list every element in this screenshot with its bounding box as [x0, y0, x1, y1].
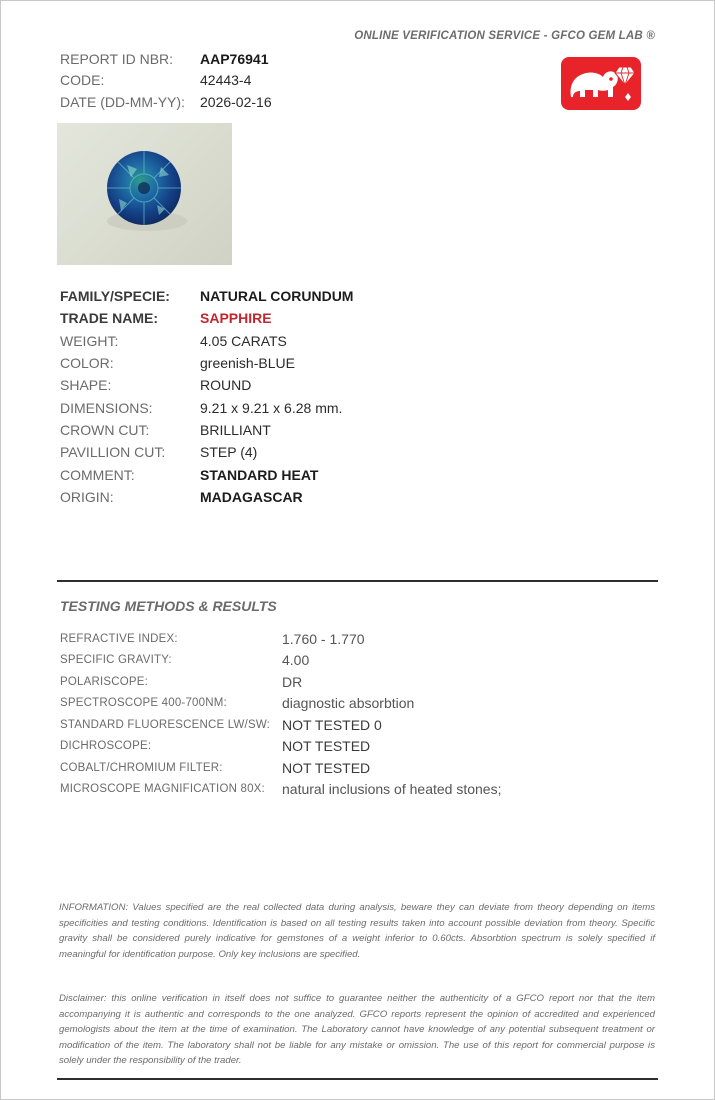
- detail-row-weight: [60, 330, 353, 352]
- dimensions-label: DIMENSIONS:: [60, 399, 153, 416]
- crown-cut-value: BRILLIANT: [200, 421, 271, 438]
- cobalt-chromium-filter-label: COBALT/CHROMIUM FILTER:: [60, 761, 223, 774]
- report-header: [60, 48, 272, 113]
- date-value: 2026-02-16: [200, 93, 272, 110]
- pavillion-cut-value: STEP (4): [200, 444, 258, 461]
- color-value: greenish-BLUE: [200, 355, 295, 372]
- specific-gravity-label: SPECIFIC GRAVITY:: [60, 654, 172, 667]
- gfco-logo-icon: [561, 57, 641, 110]
- detail-row-color: [60, 352, 353, 374]
- origin-value: MADAGASCAR: [200, 488, 303, 505]
- shape-label: SHAPE:: [60, 377, 112, 394]
- test-row: [60, 693, 501, 715]
- cobalt-chromium-filter-value: NOT TESTED: [282, 759, 371, 776]
- test-row: [60, 757, 501, 779]
- detail-row-dimensions: [60, 396, 353, 418]
- dichroscope-label: DICHROSCOPE:: [60, 740, 152, 753]
- test-row: [60, 671, 501, 693]
- trade-name-label: TRADE NAME:: [60, 310, 158, 327]
- section-divider-bottom: [57, 1078, 658, 1080]
- disclaimer-paragraph: Disclaimer: this online verification in itself does not suffice to guarantee neither the authenticity of a GFCO report nor that the item accompanying it is authentic and corresponds to the one analyzed. GFCO reports represent the opinion of accredited and experienced gemologists about the item at the time of examination. The Laboratory cannot have knowledge of any potential subsequent treatment or modification of the item. The laboratory shall not be liable for any mistake or omission. The use of this report for commercial purpose is solely under the responsibility of the trader.: [59, 993, 655, 1067]
- polariscope-label: POLARISCOPE:: [60, 675, 149, 688]
- refractive-index-label: REFRACTIVE INDEX:: [60, 632, 178, 645]
- report-id-label: REPORT ID NBR:: [60, 50, 174, 67]
- report-id-value: AAP76941: [200, 50, 269, 67]
- family-label: FAMILY/SPECIE:: [60, 288, 170, 305]
- testing-results: [60, 628, 501, 800]
- detail-row-crown-cut: [60, 419, 353, 441]
- section-divider-top: [57, 580, 658, 582]
- date-row: [60, 91, 272, 113]
- detail-row-pavillion-cut: [60, 441, 353, 463]
- color-label: COLOR:: [60, 355, 114, 372]
- gem-details: [60, 285, 353, 508]
- testing-section-title: TESTING METHODS & RESULTS: [60, 598, 277, 614]
- dichroscope-value: NOT TESTED: [282, 738, 371, 755]
- pavillion-cut-label: PAVILLION CUT:: [60, 444, 166, 461]
- code-row: [60, 70, 272, 92]
- detail-row-family: [60, 285, 353, 307]
- detail-row-origin: [60, 486, 353, 508]
- test-row: [60, 736, 501, 758]
- service-title: ONLINE VERIFICATION SERVICE - GFCO GEM LAB ®: [354, 30, 655, 42]
- dimensions-value: 9.21 x 9.21 x 6.28 mm.: [200, 399, 343, 416]
- weight-label: WEIGHT:: [60, 332, 119, 349]
- trade-name-value: SAPPHIRE: [200, 310, 272, 327]
- fluorescence-value: NOT TESTED 0: [282, 716, 382, 733]
- weight-value: 4.05 CARATS: [200, 332, 287, 349]
- microscope-value: natural inclusions of heated stones;: [282, 781, 502, 798]
- refractive-index-value: 1.760 - 1.770: [282, 630, 365, 647]
- code-label: CODE:: [60, 72, 105, 89]
- specific-gravity-value: 4.00: [282, 652, 310, 669]
- spectroscope-label: SPECTROSCOPE 400-700NM:: [60, 697, 227, 710]
- shape-value: ROUND: [200, 377, 252, 394]
- test-row: [60, 779, 501, 801]
- test-row: [60, 628, 501, 650]
- report-id-row: [60, 48, 272, 70]
- microscope-label: MICROSCOPE MAGNIFICATION 80X:: [60, 783, 265, 796]
- detail-row-trade-name: [60, 307, 353, 329]
- fluorescence-label: STANDARD FLUORESCENCE LW/SW:: [60, 718, 271, 731]
- comment-value: STANDARD HEAT: [200, 466, 319, 483]
- code-value: 42443-4: [200, 72, 252, 89]
- test-row: [60, 714, 501, 736]
- date-label: DATE (DD-MM-YY):: [60, 93, 185, 110]
- spectroscope-value: diagnostic absorbtion: [282, 695, 415, 712]
- polariscope-value: DR: [282, 673, 303, 690]
- detail-row-shape: [60, 374, 353, 396]
- gem-photo: [57, 123, 232, 265]
- information-paragraph: INFORMATION: Values specified are the real collected data during analysis, beware they can deviate from theory depending on items specificities and testing conditions. Identification is based on all testing results taken into account possible deviation from theory. Specific gravity shall be considered purely indicative for gemstones of a weight inferior to 0.60cts. Absorbtion spectrum is solely specified if meaningful for identification purpose. Only key inclusions are specified.: [59, 902, 655, 960]
- test-row: [60, 650, 501, 672]
- family-value: NATURAL CORUNDUM: [200, 288, 354, 305]
- origin-label: ORIGIN:: [60, 488, 114, 505]
- detail-row-comment: [60, 463, 353, 485]
- comment-label: COMMENT:: [60, 466, 135, 483]
- crown-cut-label: CROWN CUT:: [60, 421, 150, 438]
